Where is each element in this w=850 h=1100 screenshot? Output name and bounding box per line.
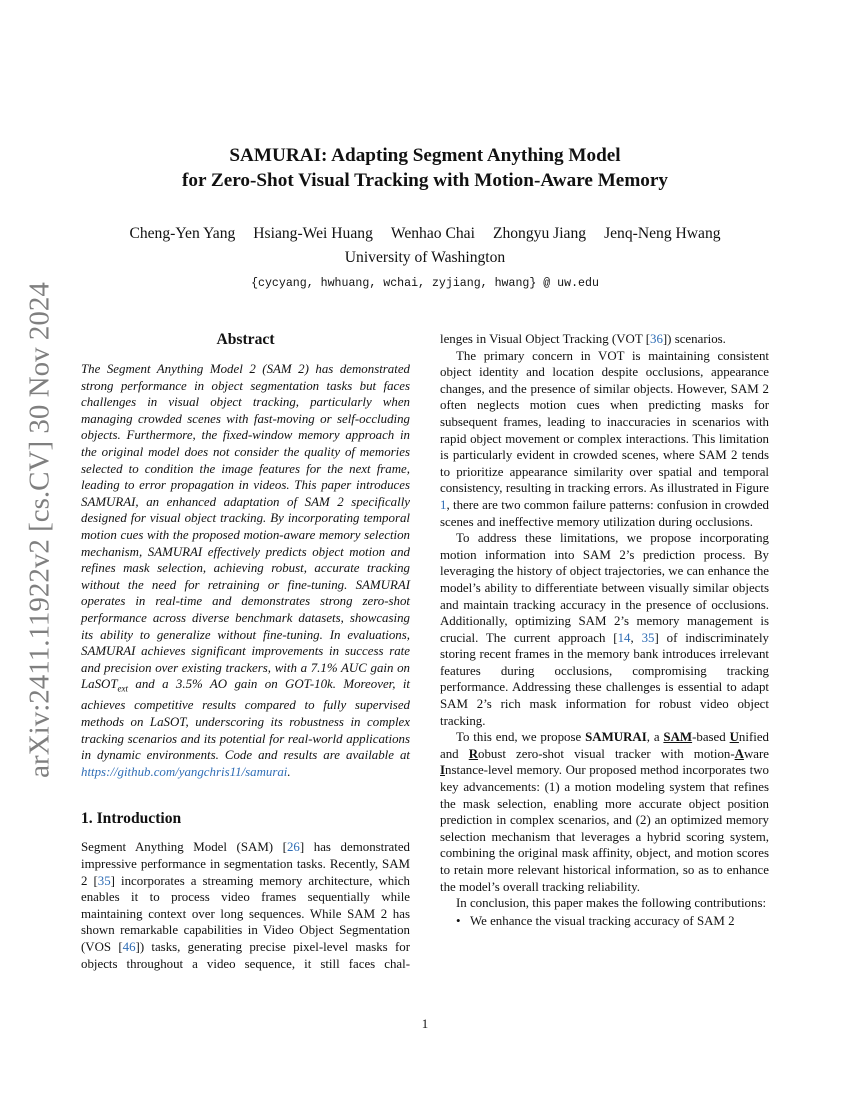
contribution-bullet: • We enhance the visual tracking accuracy of SAM 2 bbox=[456, 913, 735, 928]
author: Wenhao Chai bbox=[390, 225, 475, 242]
citation-link[interactable]: 35 bbox=[641, 630, 655, 645]
intro-paragraph-1: Segment Anything Model (SAM) [26] has demonstrated impressive performance in segmentation tasks. Recently, SAM 2 [35] incorporates a streaming memory architecture, which enables it to process video frames sequentially while maintaining context over long sequences. While SAM 2 has shown remarkable capabilities in Video Object Segmentation (VOS [46]) tasks, generating precise pixel-level masks for objects throughout a video sequence, it still faces chal- bbox=[81, 840, 410, 971]
paper-title bbox=[0, 143, 850, 193]
abstract-heading: Abstract bbox=[216, 331, 275, 348]
page-number: 1 bbox=[421, 1017, 429, 1031]
intro-paragraph-2: The primary concern in VOT is maintaining consistent object identity and location despite occlusions, appearance changes, and the presence of similar objects. However, SAM 2 often neglects motion cues when predicting masks for subsequent frames, leading to inaccuracies in scenarios with rapid object movement or complex interactions. This limitation is particularly evident in crowded scenes, where SAM 2 tends to prioritize appearance similarity over spatial and temporal consistency, resulting in tracking errors. As illustrated in Figure 1, there are two common failure patterns: confusion in crowded scenes and ineffective memory utilization during occlusions. bbox=[440, 348, 769, 529]
left-column bbox=[81, 330, 410, 972]
author: Cheng-Yen Yang bbox=[129, 225, 236, 242]
method-name: SAMURAI bbox=[585, 730, 647, 745]
title-line-2: for Zero-Shot Visual Tracking with Motion-Aware Memory bbox=[181, 170, 669, 191]
citation-link[interactable]: 14 bbox=[617, 630, 631, 645]
right-column bbox=[440, 331, 769, 929]
bullet-icon: • bbox=[456, 913, 461, 928]
affiliation: University of Washington bbox=[344, 249, 506, 266]
abstract-text: The Segment Anything Model 2 (SAM 2) has demonstrated strong performance in object segmentation tasks but faces challenges in visual object tracking, particularly when managing crowded scenes with fast-moving or self-occluding objects. Furthermore, the fixed-window memory approach in the original model does not consider the quality of memories selected to condition the image features for the next frame, leading to error propagation in videos. This paper introduces SAMURAI, an enhanced adaptation of SAM 2 specifically designed for visual object tracking. By incorporating temporal motion cues with the proposed motion-aware memory selection mechanism, SAMURAI effectively predicts object motion and refines mask selection, achieving robust, accurate tracking without the need for retraining or fine-tuning. SAMURAI operates in real-time and demonstrates strong zero-shot performance across diverse benchmark datasets, showcasing its ability to generalize without fine-tuning. In evaluations, SAMURAI achieves significant improvements in success rate and precision over existing trackers, with a 7.1% AUC gain on LaSOT$_{ext}$ and a 3.5% AO gain on GOT-10k. Moreover, it achieves competitive results compared to fully supervised methods on LaSOT, underscoring its robustness in complex tracking scenarios and its potential for real-world applications in dynamic environments. Code and results are available at https://github.com/yangchris11/samurai. bbox=[81, 362, 410, 779]
citation-link[interactable]: 46 bbox=[122, 939, 136, 954]
section-heading-introduction: 1. Introduction bbox=[81, 810, 182, 828]
author-list bbox=[0, 224, 850, 244]
citation-link[interactable]: 26 bbox=[286, 840, 300, 855]
citation-link[interactable]: 35 bbox=[97, 873, 111, 888]
intro-paragraph-5: In conclusion, this paper makes the following contributions: bbox=[456, 896, 767, 911]
author: Jenq-Neng Hwang bbox=[604, 225, 721, 242]
intro-paragraph-1-continued: lenges in Visual Object Tracking (VOT [36]) scenarios. bbox=[440, 332, 726, 346]
arxiv-stamp: arXiv:2411.11922v2 [cs.CV] 30 Nov 2024 bbox=[23, 282, 56, 778]
citation-link[interactable]: 36 bbox=[650, 332, 663, 346]
intro-paragraph-4: To this end, we propose SAMURAI, a SAM-based Unified and Robust zero-shot visual tracker with motion-Aware Instance-level memory. Our proposed method incorporates two key advancements: (1) a motion modeling system that refines the mask selection, enabling more accurate object position prediction in complex scenarios, and (2) an optimized memory selection mechanism that leverages a hybrid scoring system, combining the original mask affinity, object, and motion scores to retain more relevant historical information, so as to enhance the model’s overall tracking reliability. bbox=[440, 730, 769, 894]
title-line-1: SAMURAI: Adapting Segment Anything Model bbox=[229, 145, 621, 166]
intro-paragraph-3: To address these limitations, we propose incorporating motion information into SAM 2’s prediction process. By leveraging the history of object trajectories, we can enhance the model’s ability to differentiate between visually similar objects and maintain tracking accuracy in the presence of occlusions. Additionally, optimizing SAM 2’s memory management is crucial. The current approach [14, 35] of indiscriminately storing recent frames in the memory bank introduces irrelevant features during occlusions, compromising tracking performance. Addressing these challenges is essential to adapt SAM 2’s rich mask information for robust video object tracking. bbox=[440, 531, 769, 728]
author: Hsiang-Wei Huang bbox=[253, 225, 373, 242]
author: Zhongyu Jiang bbox=[492, 225, 587, 242]
author-emails: {cycyang, hwhuang, wchai, zyjiang, hwang} @ uw.edu bbox=[251, 277, 599, 290]
figure-link[interactable]: 1 bbox=[440, 497, 447, 512]
intro-p1-tail: lenges in Visual Object Tracking (VOT [ bbox=[440, 332, 650, 346]
code-link[interactable]: https://github.com/yangchris11/samurai bbox=[81, 764, 288, 779]
